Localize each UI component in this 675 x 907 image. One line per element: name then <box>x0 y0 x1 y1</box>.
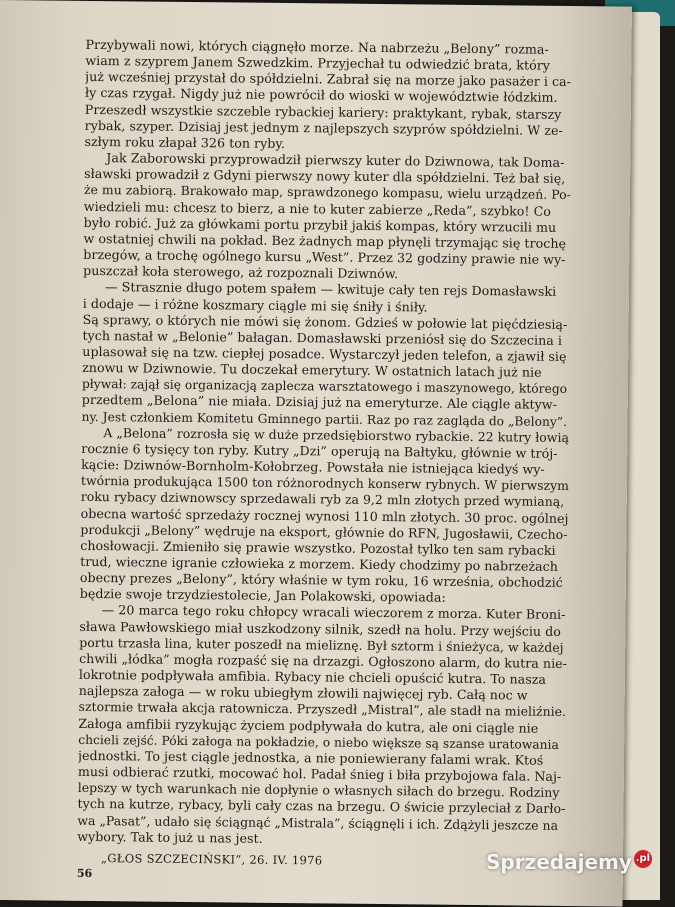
text-line: roku rybacy dziwnowscy sprzedawali ryb za 9,2 mln złotych przed wymianą, <box>80 489 565 510</box>
text-line: sławski prowadził z Gdyni pierwszy nowy kuter dla spółdzielni. Też bał się, <box>84 166 566 187</box>
text-line: pływał: zajął się organizacją zaplecza warsztatowego i maszynowego, którego <box>81 377 568 397</box>
text-line: i dodaje — i różne koszmary ciągle mi się śniły i śniły. <box>82 295 428 314</box>
text-line: jednostki. To jest ciągle jednostka, a nie poniewierany falami wrak. Ktoś <box>78 747 544 768</box>
text-line: znowu w Dziwnowie. Tu doczekał emerytury. W ostatnich latach już nie <box>82 360 542 380</box>
text-line: obecna wartość sprzedaży rocznej wynosi 110 mln złotych. 30 proc. ogólnej <box>80 505 569 526</box>
text-line: A „Belona” rozrosła się w duże przedsiębiorstwo rybackie. 22 kutry łowią <box>103 424 570 445</box>
text-line: tych na kutrze, rybacy, byli cały czas na brzegu. O świcie przyleciał z Darło- <box>77 796 566 817</box>
source-citation: „GŁOS SZCZECIŃSKI”, 26. IV. 1976 <box>100 851 323 868</box>
text-line: brzegów, a trochę ogólnego kursu „West”. Przez 32 godziny prawie nie wy- <box>83 246 566 267</box>
text-line: było robić. Już za główkami portu przybił jakiś kompas, który wrzucili mu <box>83 214 557 235</box>
text-line: Są sprawy, o których nie mówi się żonom. Gdzieś w połowie lat pięćdziesią- <box>82 311 568 332</box>
text-line: w ostatniej chwili na pokład. Bez żadnych map płynęli trzymając się trochę <box>83 230 567 251</box>
text-line: lokrotnie podpływała amfibia. Rybacy nie chcieli opuścić kutra. To nasza <box>78 666 547 687</box>
text-line: chwili „łódka” mogła rozpaść się na drzazgi. Ogłoszono alarm, do kutra nie- <box>79 650 568 671</box>
text-line: najlepsza załoga — w roku ubiegłym złowili najwięcej ryb. Całą noc w <box>78 683 528 703</box>
text-line: produkcji „Belony” wędruje na eksport, głównie do RFN, Jugosławii, Czecho- <box>80 521 568 542</box>
text-line: chcieli zejść. Póki załoga na pokładzie, o niebo większe są szanse uratowania <box>78 732 559 752</box>
text-line: trud, wieczne igranie człowieka z morzem. Kiedy chodzimy po nabrzeżach <box>80 553 558 574</box>
text-line: obecny prezes „Belony”, który właśnie w tym roku, 16 września, obchodzić <box>79 570 563 591</box>
watermark-logo <box>486 850 652 874</box>
text-line: chosłowacji. Zmieniło się prawie wszystko. Pozostał tylko ten sam rybacki <box>80 537 556 558</box>
text-line: wiedzieli mu: chcesz to bierz, a nie to kuter zabierze „Reda”, szybko! Co <box>83 198 552 219</box>
page-number: 56 <box>76 866 93 881</box>
text-line: tych nastał w „Belonie” bałagan. Domasławski przeniósł się do Szczecina i <box>82 327 563 348</box>
text-line: wa „Pasat”, udało się ściągnąć „Mistrala”, ściągnęli i ich. Zdążyli jeszcze na <box>77 812 559 833</box>
text-line: musi odbierać rzutki, mocować hol. Padał śnieg i biła przybojowa fala. Naj- <box>77 763 562 784</box>
text-line: będzie swoje trzydziestolecie, Jan Polakowski, opowiada: <box>79 586 446 606</box>
text-line: wybory. Tak to już u nas jest. <box>77 828 263 846</box>
text-line: Załoga amfibii ryzykując życiem podpływała do kutra, ale oni ciągle nie <box>78 715 539 736</box>
text-line: Jak Zaborowski przyprowadził pierwszy kuter do Dziwnowa, tak Doma- <box>106 150 565 171</box>
text-line: już wcześniej przystał do spółdzielni. Zabrał się na morze jako pasażer i ca- <box>85 69 572 90</box>
text-line: ły czas rzygał. Nigdy już nie powrócił do wioski w województwie łódzkim. <box>84 85 558 106</box>
text-line: — 20 marca tego roku chłopcy wracali wieczorem z morza. Kuter Broni- <box>101 602 566 623</box>
text-line: twórnia produkująca 1500 ton różnorodnych konserw rybnych. W pierwszym <box>80 473 570 494</box>
text-line: sława Pawłowskiego miał uszkodzony silnik, szedł na holu. Przy wejściu do <box>79 618 562 639</box>
page-text <box>77 37 573 850</box>
text-line: portu trzasła lina, kuter poszedł na mieliznę. Był sztorm i śnieżyca, w każdej <box>79 634 564 655</box>
text-line: kącie: Dziwnów-Bornholm-Kołobrzeg. Powstała nie istniejąca kiedyś wy- <box>81 456 545 477</box>
text-line: sztormie trwała akcja ratownicza. Przyszedł „Mistral”, ale stadł na mieliźnie. <box>78 699 567 720</box>
text-line: uplasował się na tzw. ciepłej posadce. Wystarczył jeden telefon, a zjawił się <box>82 343 567 364</box>
watermark-text: Sprzedajemy <box>486 850 632 874</box>
text-line: Przybywali nowi, których ciągnęło morze. Na nabrzeżu „Belony” rozma- <box>85 36 549 57</box>
text-line: rocznie 6 tysięcy ton ryby. Kutry „Dzi” operują na Bałtyku, głównie w trój- <box>81 440 558 461</box>
text-line: puszczał koła sterowego, aż rozpoznali Dziwnów. <box>83 263 399 282</box>
text-line: że mu zabiorą. Brakowało map, sprawdzonego kompasu, wielu urządzeń. Po- <box>83 182 572 203</box>
watermark-suffix: .pl <box>634 850 652 868</box>
text-line: — Strasznie długo potem spałem — kwituje cały ten rejs Domasławski <box>104 279 557 300</box>
text-line: przedtem „Belona” nie miała. Dzisiaj już na emeryturze. Ale ciągle aktyw- <box>81 392 558 413</box>
text-line: rybak, szyper. Dzisiaj jest jednym z najlepszych szyprów spółdzielni. W ze- <box>84 117 563 138</box>
text-line: lepszy w tych warunkach nie dopłynie o własnych siłach do brzegu. Rodziny <box>77 780 560 801</box>
text-line: ny. Jest członkiem Komitetu Gminnego partii. Raz po raz zagląda do „Belony”. <box>81 409 568 429</box>
text-line: Przeszedł wszystkie szczeble rybackiej kariery: praktykant, rybak, starszy <box>84 101 562 122</box>
text-line: wiam z szyprem Janem Szwedzkim. Przyjechał tu odwiedzić brata, który <box>85 53 551 73</box>
text-line: szłym roku złapał 326 ton ryby. <box>84 133 286 151</box>
